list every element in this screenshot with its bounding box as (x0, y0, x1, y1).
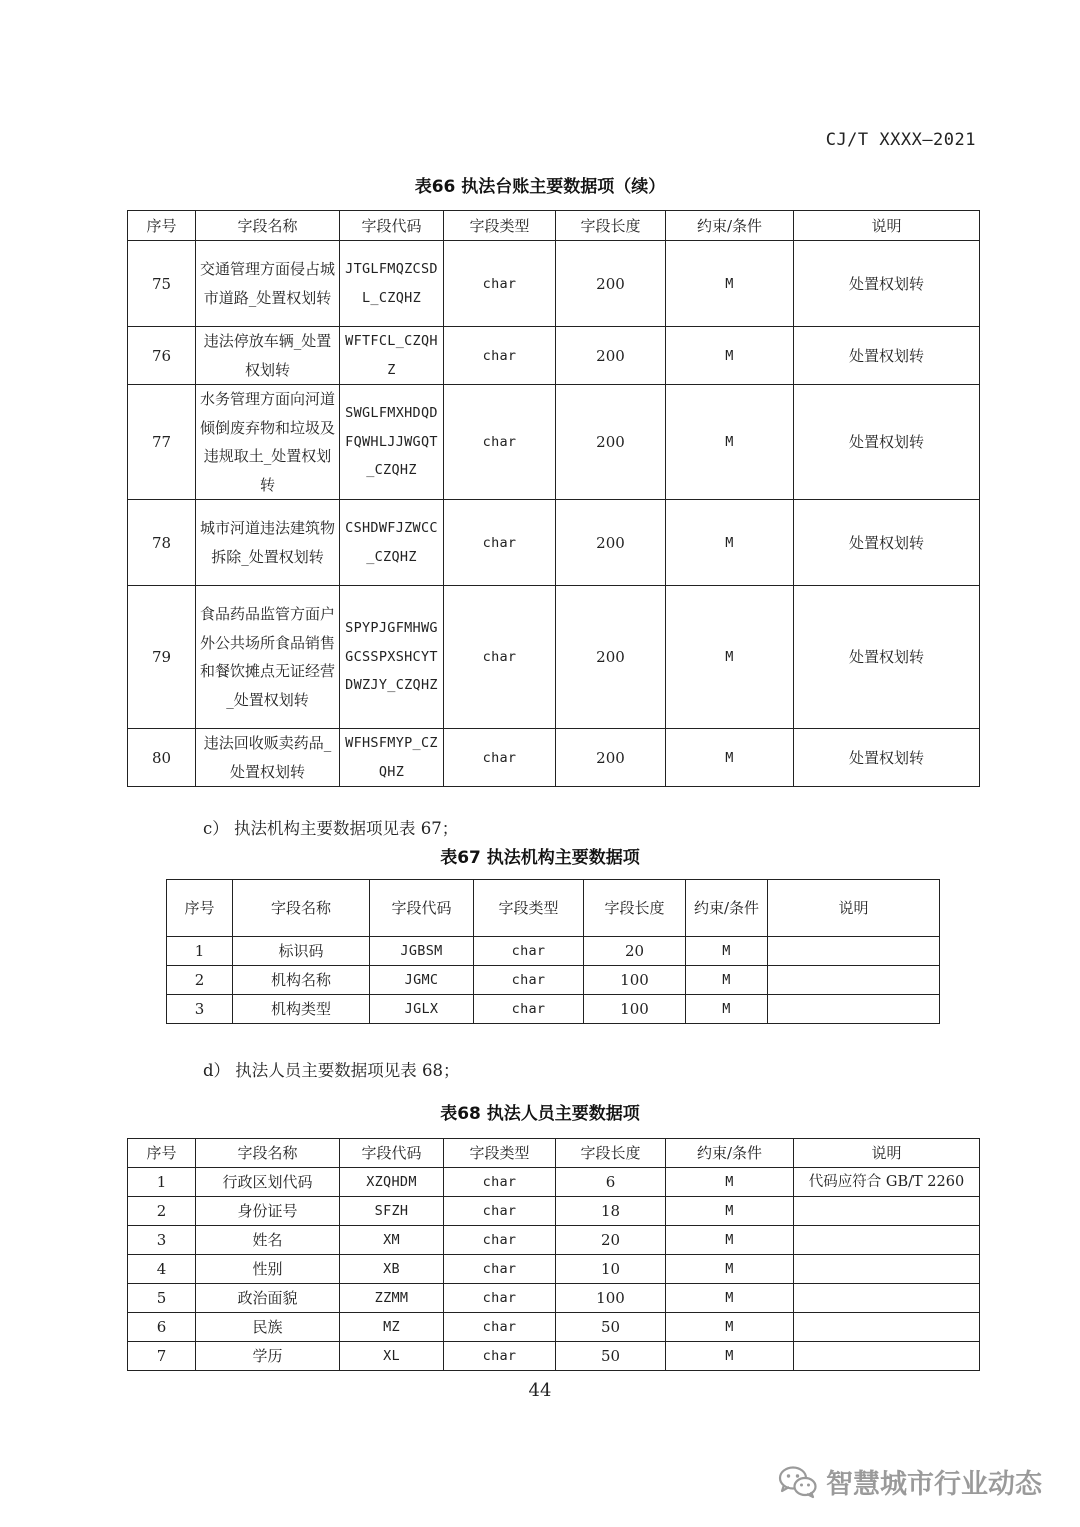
cell-cons: M (666, 729, 794, 787)
cell-desc (768, 937, 940, 966)
cell-cons: M (666, 327, 794, 385)
col-header: 字段代码 (340, 1139, 444, 1168)
col-header: 约束/条件 (666, 211, 794, 241)
cell-no: 3 (167, 995, 233, 1024)
cell-cons: M (666, 1313, 794, 1342)
page-number: 44 (528, 1380, 552, 1401)
table67-caption: 表67 执法机构主要数据项 (440, 848, 640, 868)
cell-no: 78 (128, 500, 196, 586)
cell-name: 身份证号 (196, 1197, 340, 1226)
cell-desc: 处置权划转 (794, 327, 980, 385)
cell-desc: 处置权划转 (794, 586, 980, 729)
cell-type: char (444, 1255, 556, 1284)
cell-name: 政治面貌 (196, 1284, 340, 1313)
cell-cons: M (666, 1168, 794, 1197)
cell-no: 4 (128, 1255, 196, 1284)
cell-cons: M (666, 1342, 794, 1371)
cell-name: 城市河道违法建筑物拆除_处置权划转 (196, 500, 340, 586)
cell-code: JGMC (370, 966, 474, 995)
cell-code: SPYPJGFMHWGGCSSPXSHCYTDWZJY_CZQHZ (340, 586, 444, 729)
cell-desc (794, 1226, 980, 1255)
cell-name: 学历 (196, 1342, 340, 1371)
cell-cons: M (686, 937, 768, 966)
cell-name: 水务管理方面向河道倾倒废弃物和垃圾及违规取土_处置权划转 (196, 385, 340, 500)
table-row (128, 500, 980, 586)
cell-no: 79 (128, 586, 196, 729)
cell-name: 食品药品监管方面户外公共场所食品销售和餐饮摊点无证经营_处置权划转 (196, 586, 340, 729)
cell-code: SWGLFMXHDQDFQWHLJJWGQT_CZQHZ (340, 385, 444, 500)
cell-len: 200 (556, 586, 666, 729)
table-row (167, 995, 940, 1024)
cell-len: 200 (556, 385, 666, 500)
cell-cons: M (666, 1226, 794, 1255)
table66-caption: 表66 执法台账主要数据项（续） (414, 177, 666, 197)
cell-type: char (444, 1342, 556, 1371)
col-header: 字段类型 (444, 1139, 556, 1168)
cell-desc: 处置权划转 (794, 241, 980, 327)
table68-caption: 表68 执法人员主要数据项 (440, 1104, 640, 1124)
cell-code: XZQHDM (340, 1168, 444, 1197)
cell-len: 100 (584, 995, 686, 1024)
cell-type: char (444, 586, 556, 729)
col-header: 序号 (128, 1139, 196, 1168)
cell-no: 1 (167, 937, 233, 966)
cell-len: 200 (556, 500, 666, 586)
cell-no: 75 (128, 241, 196, 327)
cell-len: 18 (556, 1197, 666, 1226)
cell-no: 77 (128, 385, 196, 500)
col-header: 字段长度 (584, 880, 686, 937)
cell-no: 1 (128, 1168, 196, 1197)
cell-name: 行政区划代码 (196, 1168, 340, 1197)
cell-type: char (474, 995, 584, 1024)
col-header: 字段名称 (233, 880, 370, 937)
table-row (128, 1313, 980, 1342)
col-header: 字段名称 (196, 1139, 340, 1168)
cell-name: 性别 (196, 1255, 340, 1284)
cell-cons: M (666, 385, 794, 500)
cell-len: 100 (556, 1284, 666, 1313)
col-header: 字段长度 (556, 1139, 666, 1168)
cell-desc (794, 1313, 980, 1342)
cell-type: char (444, 327, 556, 385)
table-row (128, 1197, 980, 1226)
cell-type: char (444, 1197, 556, 1226)
table-row (128, 1226, 980, 1255)
cell-code: XM (340, 1226, 444, 1255)
cell-desc: 处置权划转 (794, 500, 980, 586)
cell-type: char (444, 385, 556, 500)
cell-name: 机构类型 (233, 995, 370, 1024)
table-row (128, 1342, 980, 1371)
cell-desc (794, 1197, 980, 1226)
cell-len: 20 (556, 1226, 666, 1255)
cell-type: char (444, 241, 556, 327)
col-header: 字段代码 (370, 880, 474, 937)
col-header: 序号 (128, 211, 196, 241)
table-row (128, 586, 980, 729)
cell-desc (794, 1284, 980, 1313)
table67-header-row (167, 880, 940, 937)
table-row (167, 937, 940, 966)
cell-no: 80 (128, 729, 196, 787)
cell-code: SFZH (340, 1197, 444, 1226)
cell-desc (794, 1342, 980, 1371)
cell-code: XB (340, 1255, 444, 1284)
table67 (166, 879, 940, 1024)
cell-code: CSHDWFJZWCC_CZQHZ (340, 500, 444, 586)
wechat-icon (778, 1465, 818, 1499)
cell-no: 2 (128, 1197, 196, 1226)
cell-desc: 处置权划转 (794, 729, 980, 787)
table-row (128, 327, 980, 385)
table-row (128, 1168, 980, 1197)
table-row (167, 966, 940, 995)
cell-desc (768, 966, 940, 995)
cell-no: 2 (167, 966, 233, 995)
table68 (127, 1138, 980, 1371)
cell-code: WFTFCL_CZQHZ (340, 327, 444, 385)
cell-desc (794, 1255, 980, 1284)
cell-desc (768, 995, 940, 1024)
cell-type: char (474, 966, 584, 995)
table66-header-row (128, 211, 980, 241)
cell-code: ZZMM (340, 1284, 444, 1313)
cell-no: 76 (128, 327, 196, 385)
cell-code: JGBSM (370, 937, 474, 966)
cell-name: 民族 (196, 1313, 340, 1342)
col-header: 字段类型 (474, 880, 584, 937)
col-header: 说明 (794, 1139, 980, 1168)
cell-len: 200 (556, 729, 666, 787)
cell-name: 违法停放车辆_处置权划转 (196, 327, 340, 385)
cell-desc: 代码应符合 GB/T 2260 (794, 1168, 980, 1197)
table-row (128, 241, 980, 327)
col-header: 说明 (794, 211, 980, 241)
cell-cons: M (686, 966, 768, 995)
table-row (128, 729, 980, 787)
cell-name: 交通管理方面侵占城市道路_处置权划转 (196, 241, 340, 327)
cell-type: char (474, 937, 584, 966)
cell-len: 200 (556, 241, 666, 327)
table-row (128, 1284, 980, 1313)
cell-cons: M (666, 500, 794, 586)
col-header: 约束/条件 (666, 1139, 794, 1168)
table-row (128, 1255, 980, 1284)
cell-len: 50 (556, 1342, 666, 1371)
cell-type: char (444, 1284, 556, 1313)
table68-header-row (128, 1139, 980, 1168)
cell-code: XL (340, 1342, 444, 1371)
paragraph-c: c） 执法机构主要数据项见表 67； (203, 819, 459, 838)
paragraph-d: d） 执法人员主要数据项见表 68； (203, 1061, 460, 1080)
cell-len: 10 (556, 1255, 666, 1284)
cell-code: WFHSFMYP_CZQHZ (340, 729, 444, 787)
col-header: 字段长度 (556, 211, 666, 241)
cell-cons: M (666, 1255, 794, 1284)
cell-cons: M (666, 1284, 794, 1313)
cell-name: 标识码 (233, 937, 370, 966)
cell-no: 6 (128, 1313, 196, 1342)
cell-type: char (444, 500, 556, 586)
col-header: 字段名称 (196, 211, 340, 241)
cell-code: JGLX (370, 995, 474, 1024)
col-header: 字段代码 (340, 211, 444, 241)
cell-len: 100 (584, 966, 686, 995)
cell-cons: M (666, 1197, 794, 1226)
cell-type: char (444, 729, 556, 787)
table-row (128, 385, 980, 500)
cell-cons: M (666, 241, 794, 327)
cell-name: 机构名称 (233, 966, 370, 995)
col-header: 字段类型 (444, 211, 556, 241)
cell-desc: 处置权划转 (794, 385, 980, 500)
cell-no: 7 (128, 1342, 196, 1371)
cell-no: 5 (128, 1284, 196, 1313)
cell-code: MZ (340, 1313, 444, 1342)
col-header: 序号 (167, 880, 233, 937)
cell-type: char (444, 1313, 556, 1342)
col-header: 说明 (768, 880, 940, 937)
cell-cons: M (666, 586, 794, 729)
cell-cons: M (686, 995, 768, 1024)
cell-no: 3 (128, 1226, 196, 1255)
cell-type: char (444, 1168, 556, 1197)
table66 (127, 210, 980, 787)
watermark (778, 1462, 1042, 1501)
cell-name: 姓名 (196, 1226, 340, 1255)
cell-type: char (444, 1226, 556, 1255)
cell-len: 20 (584, 937, 686, 966)
cell-len: 6 (556, 1168, 666, 1197)
cell-code: JTGLFMQZCSDL_CZQHZ (340, 241, 444, 327)
cell-len: 50 (556, 1313, 666, 1342)
standard-code: CJ/T XXXX—2021 (825, 130, 976, 150)
watermark-text: 智慧城市行业动态 (826, 1469, 1042, 1500)
cell-name: 违法回收贩卖药品_处置权划转 (196, 729, 340, 787)
cell-len: 200 (556, 327, 666, 385)
col-header: 约束/条件 (686, 880, 768, 937)
